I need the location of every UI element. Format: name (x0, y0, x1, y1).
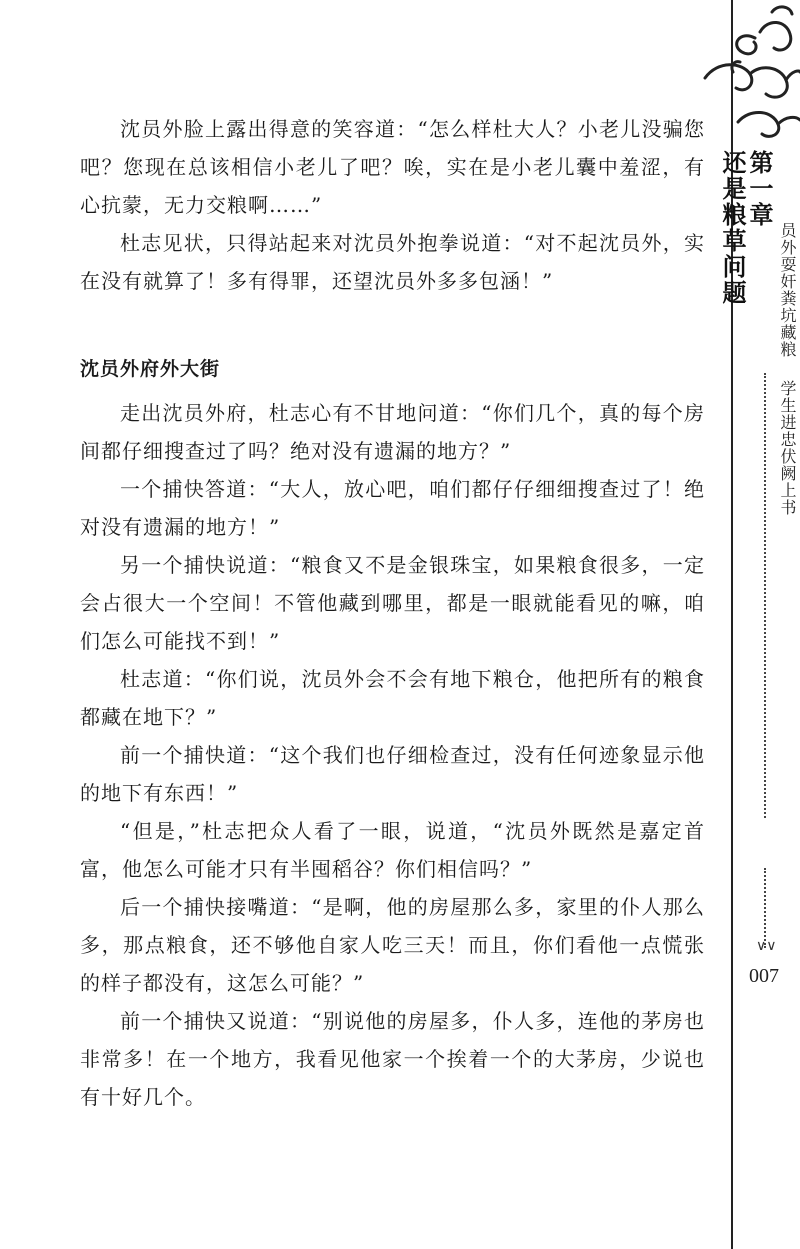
paragraph: 前一个捕快道：“这个我们也仔细检查过，没有任何迹象显示他的地下有东西！” (80, 743, 705, 805)
paragraph: 前一个捕快又说道：“别说他的房屋多，仆人多，连他的茅房也非常多！在一个地方，我看见他家一个挨着一个的大茅房，少说也有十好几个。 (80, 1009, 705, 1109)
paragraph: 杜志道：“你们说，沈员外会不会有地下粮仓，他把所有的粮食都藏在地下？” (80, 667, 705, 729)
chapter-subtitle-1: 员外耍奸粪坑藏粮 (778, 222, 797, 358)
main-text (80, 110, 705, 1116)
cloud-ornament-icon (700, 0, 800, 150)
dotted-divider (764, 868, 766, 948)
chapter-number: 第一章 (745, 150, 773, 228)
chapter-heading (718, 150, 773, 306)
chapter-subtitle-2: 学生进忠伏阙上书 (778, 380, 797, 516)
section-title: 沈员外府外大街 (80, 358, 221, 380)
paragraph: 沈员外脸上露出得意的笑容道：“怎么样杜大人？小老儿没骗您吧？您现在总该相信小老儿了吧？唉，实在是小老儿囊中羞涩，有心抗蒙，无力交粮啊……” (80, 117, 705, 217)
chapter-title: 还是粮草问题 (718, 150, 746, 306)
paragraph: 后一个捕快接嘴道：“是啊，他的房屋那么多，家里的仆人那么多，那点粮食，还不够他自家人吃三天！而且，你们看他一点慌张的样子都没有，这怎么可能？” (80, 895, 705, 995)
paragraph: 杜志见状，只得站起来对沈员外抱拳说道：“对不起沈员外，实在没有就算了！多有得罪，还望沈员外多多包涵！” (80, 231, 705, 293)
paragraph: “但是，”杜志把众人看了一眼，说道，“沈员外既然是嘉定首富，他怎么可能才只有半囤稻谷？你们相信吗？” (80, 819, 705, 881)
paragraph: 一个捕快答道：“大人，放心吧，咱们都仔仔细细搜查过了！绝对没有遗漏的地方！” (80, 477, 705, 539)
paragraph: 走出沈员外府，杜志心有不甘地问道：“你们几个，真的每个房间都仔细搜查过了吗？绝对没有遗漏的地方？” (80, 401, 705, 463)
page-number: 007 (749, 965, 779, 987)
chevron-down-icon: ∨∨ (756, 938, 777, 954)
paragraph: 另一个捕快说道：“粮食又不是金银珠宝，如果粮食很多，一定会占很大一个空间！不管他藏到哪里，都是一眼就能看见的嘛，咱们怎么可能找不到！” (80, 553, 705, 653)
dotted-divider (764, 373, 766, 818)
